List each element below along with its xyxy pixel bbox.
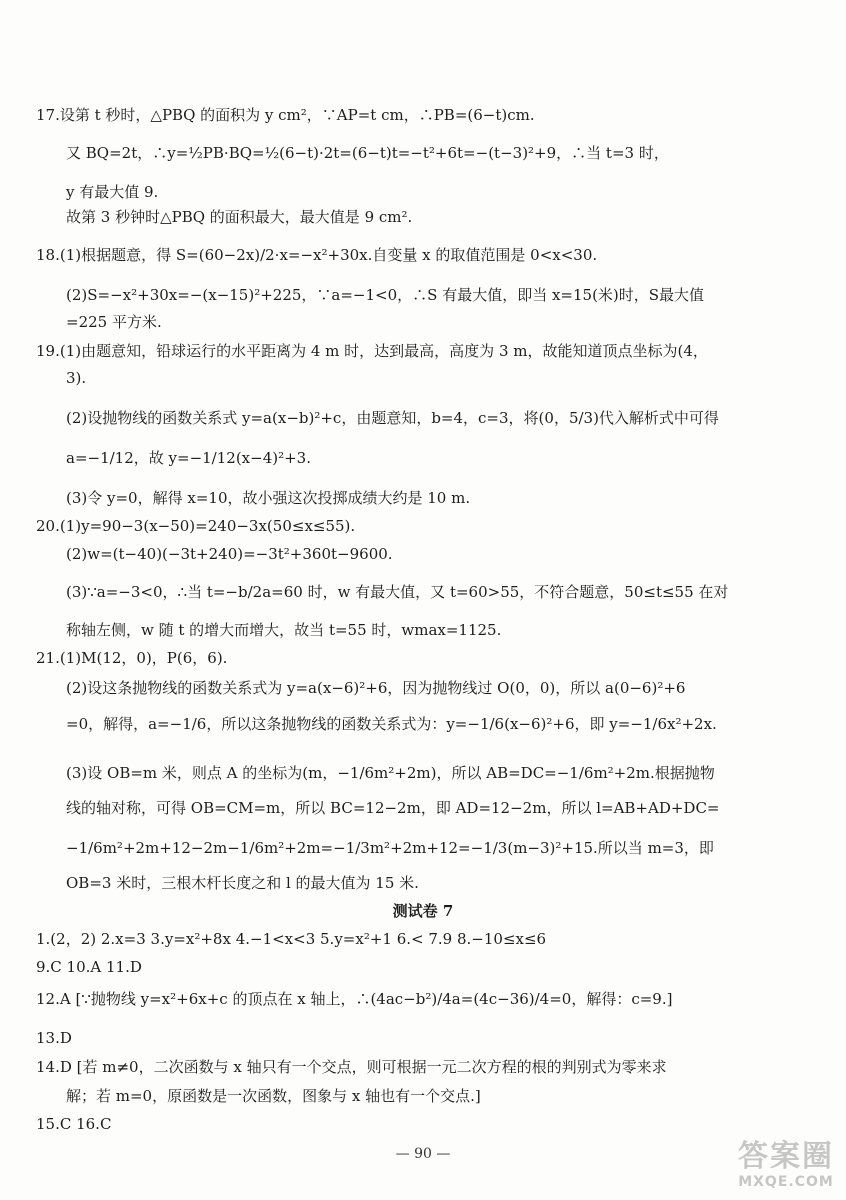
- answer-line: OB=3 米时，三根木杆长度之和 l 的最大值为 15 米.: [66, 874, 419, 892]
- answer-line: 故第 3 秒钟时△PBQ 的面积最大，最大值是 9 cm².: [66, 208, 413, 226]
- answer-line: −1/6m²+2m+12−2m−1/6m²+2m=−1/3m²+2m+12=−1/3(m−3)²+15.所以当 m=3，即: [66, 839, 714, 857]
- answer-line: (2)w=(t−40)(−3t+240)=−3t²+360t−9600.: [66, 545, 393, 563]
- answer-line: 1.(2，2) 2.x=3 3.y=x²+8x 4.−1<x<3 5.y=x²+1 6.< 7.9 8.−10≤x≤6: [36, 930, 547, 948]
- answer-line: (3)∵a=−3<0，∴当 t=−b/2a=60 时，w 有最大值，又 t=60>55，不符合题意，50≤t≤55 在对: [66, 583, 729, 601]
- answer-line: (2)设这条抛物线的函数关系式为 y=a(x−6)²+6，因为抛物线过 O(0，0)，所以 a(0−6)²+6: [66, 679, 686, 697]
- watermark-logo: [738, 1140, 834, 1190]
- answer-line: =0，解得，a=−1/6，所以这条抛物线的函数关系式为：y=−1/6(x−6)²+6，即 y=−1/6x²+2x.: [66, 715, 717, 733]
- answer-line: 9.C 10.A 11.D: [36, 958, 142, 976]
- answer-line: 17.设第 t 秒时，△PBQ 的面积为 y cm²，∵AP=t cm，∴PB=(6−t)cm.: [36, 106, 535, 124]
- answer-line: 15.C 16.C: [36, 1115, 112, 1133]
- answer-line: 又 BQ=2t，∴y=½PB·BQ=½(6−t)·2t=(6−t)t=−t²+6t=−(t−3)²+9，∴当 t=3 时，: [66, 144, 669, 162]
- answer-line: 3).: [66, 369, 87, 387]
- answer-line: (2)设抛物线的函数关系式 y=a(x−b)²+c，由题意知，b=4，c=3，将(0，5/3)代入解析式中可得: [66, 409, 719, 427]
- answer-line: (2)S=−x²+30x=−(x−15)²+225，∵a=−1<0，∴S 有最大值，即当 x=15(米)时，S最大值: [66, 286, 705, 304]
- answer-line: 20.(1)y=90−3(x−50)=240−3x(50≤x≤55).: [36, 517, 356, 535]
- page-number: — 90 —: [395, 1146, 451, 1162]
- answer-line: 12.A [∵抛物线 y=x²+6x+c 的顶点在 x 轴上，∴(4ac−b²)/4a=(4c−36)/4=0，解得：c=9.]: [36, 990, 673, 1008]
- section-title: 测试卷 7: [392, 902, 454, 920]
- answer-line: 19.(1)由题意知，铅球运行的水平距离为 4 m 时，达到最高，高度为 3 m，故能知道顶点坐标为(4，: [36, 342, 708, 360]
- answer-line: (3)令 y=0，解得 x=10，故小强这次投掷成绩大约是 10 m.: [66, 489, 471, 507]
- answer-line: 线的轴对称，可得 OB=CM=m，所以 BC=12−2m，即 AD=12−2m，所以 l=AB+AD+DC=: [66, 799, 720, 817]
- answer-line: 18.(1)根据题意，得 S=(60−2x)/2·x=−x²+30x.自变量 x 的取值范围是 0<x<30.: [36, 246, 598, 264]
- answer-line: =225 平方米.: [66, 313, 162, 331]
- answer-line: y 有最大值 9.: [66, 183, 159, 201]
- answer-line: a=−1/12，故 y=−1/12(x−4)²+3.: [66, 449, 311, 467]
- watermark-url: MXQE.COM: [738, 1174, 834, 1190]
- answer-line: 14.D [若 m≠0，二次函数与 x 轴只有一个交点，则可根据一元二次方程的根的判别式为零来求: [36, 1058, 667, 1076]
- answer-line: 称轴左侧，w 随 t 的增大而增大，故当 t=55 时，wmax=1125.: [66, 621, 502, 639]
- answer-line: 解；若 m=0，原函数是一次函数，图象与 x 轴也有一个交点.]: [66, 1087, 481, 1105]
- answer-line: (3)设 OB=m 米，则点 A 的坐标为(m，−1/6m²+2m)，所以 AB=DC=−1/6m²+2m.根据抛物: [66, 764, 715, 782]
- answer-line: 13.D: [36, 1029, 72, 1047]
- watermark-text: 答案圈: [738, 1139, 834, 1174]
- answer-line: 21.(1)M(12，0)，P(6，6).: [36, 649, 228, 667]
